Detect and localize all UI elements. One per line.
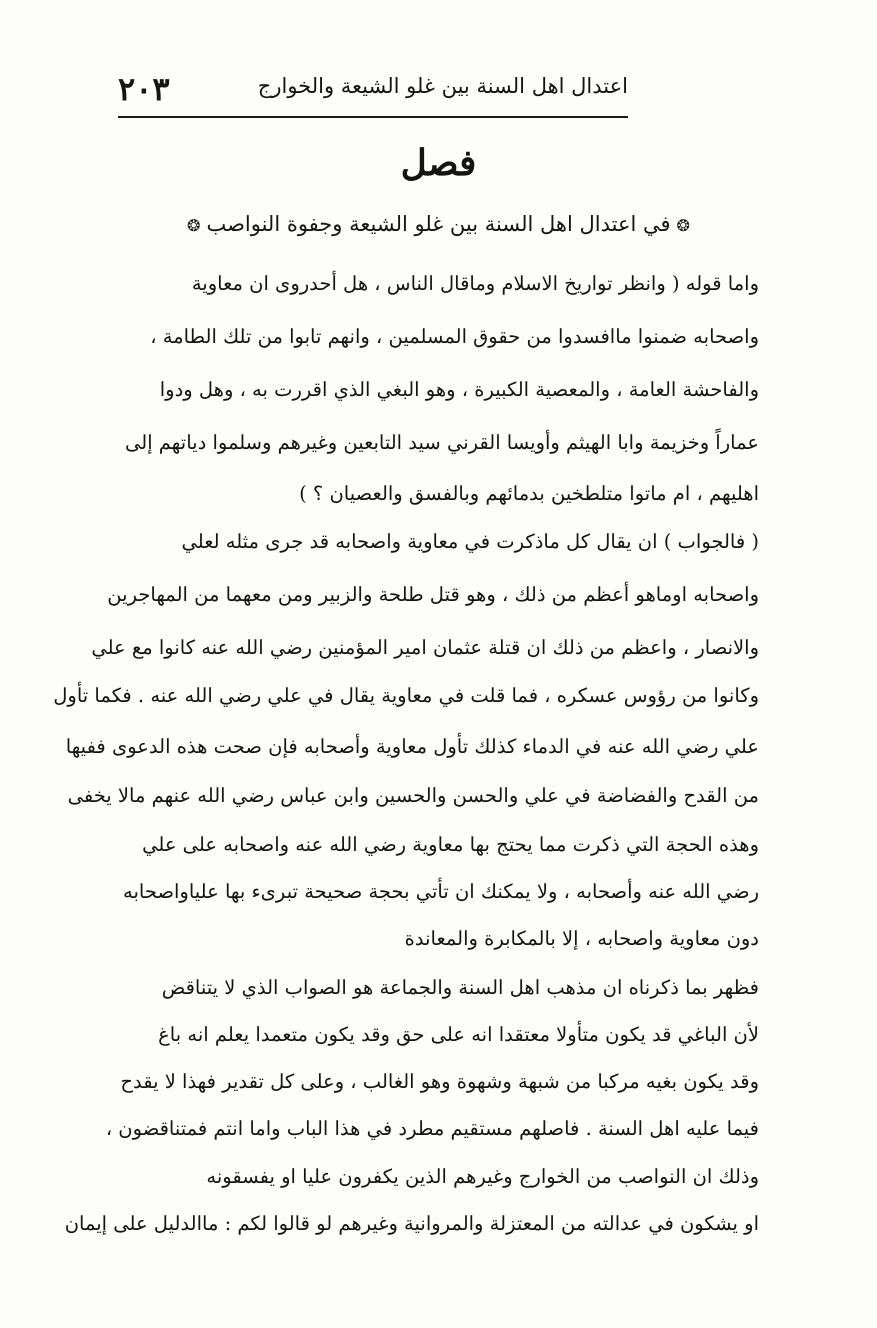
text-line-19: وذلك ان النواصب من الخوارج وغيرهم الذين يكفرون عليا او يفسقونه — [206, 1165, 759, 1188]
subheading-text: في اعتدال اهل السنة بين غلو الشيعة وجفوة النواصب — [206, 212, 671, 236]
header-rule — [118, 116, 628, 118]
text-line-10: علي رضي الله عنه في الدماء كذلك تأول معاوية وأصحابه فإن صحت هذه الدعوى ففيها — [65, 735, 759, 758]
text-line-3: والفاحشة العامة ، والمعصية الكبيرة ، وهو البغي الذي اقررت به ، وهل ودوا — [159, 378, 759, 401]
text-line-7: واصحابه اوماهو أعظم من ذلك ، وهو قتل طلحة والزبير ومن معهما من المهاجرين — [107, 583, 759, 606]
text-line-11: من القدح والفضاضة في علي والحسن والحسين وابن عباس رضي الله عنهم مالا يخفى — [67, 784, 759, 807]
section-subheading — [0, 212, 877, 236]
text-line-20: او يشكون في عدالته من المعتزلة والمروانية وغيرهم لو قالوا لكم : ماالدليل على إيمان — [64, 1212, 759, 1235]
page-number: ٢٠٣ — [118, 70, 170, 108]
text-line-17: وقد يكون بغيه مركبا من شبهة وشهوة وهو الغالب ، وعلى كل تقدير فهذا لا يقدح — [120, 1070, 759, 1093]
text-line-16: لأن الباغي قد يكون متأولا معتقدا انه على حق وقد يكون متعمدا يعلم انه باغ — [158, 1023, 759, 1046]
text-line-18: فيما عليه اهل السنة . فاصلهم مستقيم مطرد في هذا الباب واما انتم فمتناقضون ، — [105, 1117, 759, 1140]
ornament-right-icon: ❂ — [676, 216, 690, 235]
text-line-4: عماراً وخزيمة وابا الهيثم وأويسا القرني سيد التابعين وغيرهم وسلموا دياتهم إلى — [125, 431, 759, 454]
text-line-5: اهليهم ، ام ماتوا متلطخين بدمائهم وبالفسق والعصيان ؟ ) — [299, 482, 759, 505]
text-line-12: وهذه الحجة التي ذكرت مما يحتج بها معاوية رضي الله عنه واصحابه على علي — [142, 833, 759, 856]
running-title: اعتدال اهل السنة بين غلو الشيعة والخوارج — [257, 74, 628, 98]
section-heading: فصل — [400, 142, 477, 184]
text-line-15: فظهر بما ذكرناه ان مذهب اهل السنة والجماعة هو الصواب الذي لا يتناقض — [161, 976, 759, 999]
text-line-9: وكانوا من رؤوس عسكره ، فما قلت في معاوية يقال في علي رضي الله عنه . فكما تأول — [53, 684, 759, 707]
text-line-13: رضي الله عنه وأصحابه ، ولا يمكنك ان تأتي بحجة صحيحة تبرىء بها علياواصحابه — [123, 880, 759, 903]
text-line-8: والانصار ، واعظم من ذلك ان قتلة عثمان امير المؤمنين رضي الله عنه كانوا مع علي — [91, 636, 759, 659]
text-line-6: ( فالجواب ) ان يقال كل ماذكرت في معاوية واصحابه قد جرى مثله لعلي — [181, 530, 759, 553]
text-line-1: واما قوله ( وانظر تواريخ الاسلام وماقال الناس ، هل أحدروى ان معاوية — [191, 272, 759, 295]
ornament-left-icon: ❂ — [187, 216, 201, 235]
text-line-14: دون معاوية واصحابه ، إلا بالمكابرة والمعاندة — [404, 927, 759, 950]
text-line-2: واصحابه ضمنوا ماافسدوا من حقوق المسلمين ، وانهم تابوا من تلك الطامة ، — [150, 325, 759, 348]
page-header — [118, 70, 628, 114]
